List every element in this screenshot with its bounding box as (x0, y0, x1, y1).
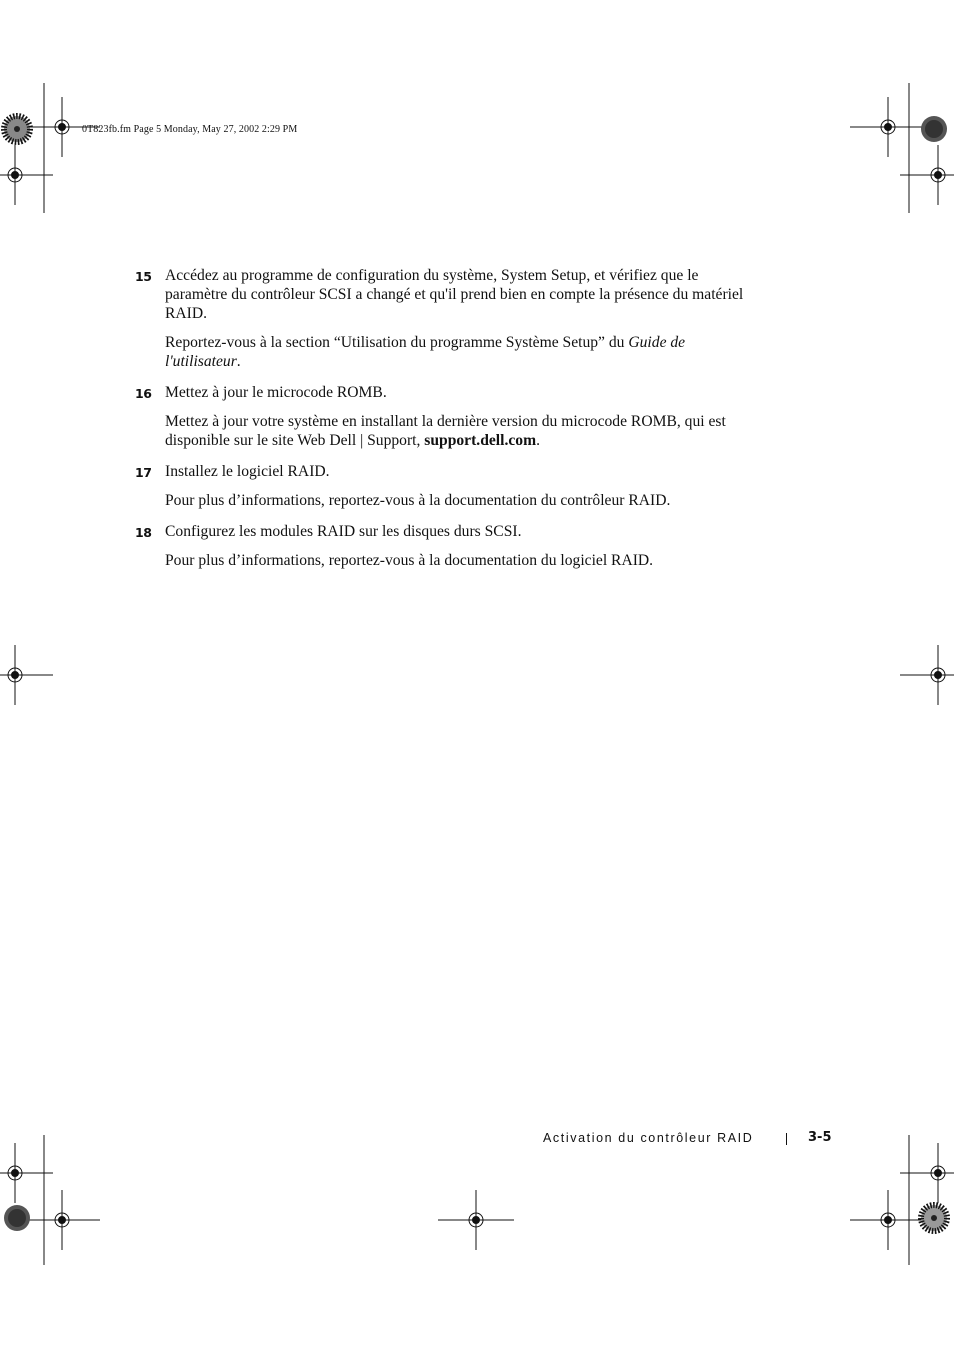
registration-mark-icon (0, 645, 53, 705)
footer-divider (786, 1133, 787, 1145)
registration-mark-icon (0, 145, 53, 205)
starburst-bottom-left-icon (4, 1205, 30, 1231)
step-item (135, 266, 745, 371)
step-text: Accédez au programme de configuration du système, System Setup, et vérifiez que le paramètre du contrôleur SCSI a changé et qu'il prend bien en compte la présence du matériel RAID. (165, 267, 744, 322)
step-item (135, 522, 745, 570)
registration-mark-icon (24, 1190, 100, 1250)
registration-mark-icon (900, 645, 954, 705)
step-item (135, 383, 745, 450)
step-text: Configurez les modules RAID sur les disques durs SCSI. (165, 523, 522, 540)
registration-mark-icon (0, 1143, 53, 1203)
support-link[interactable]: support.dell.com (424, 432, 537, 449)
starburst-top-left-icon (4, 116, 30, 142)
step-list (135, 266, 745, 570)
step-text: Mettez à jour le microcode ROMB. (165, 384, 387, 401)
registration-mark-icon (900, 145, 954, 205)
step-item (135, 462, 745, 510)
step-number: 15 (135, 269, 152, 284)
starburst-bottom-right-icon (921, 1205, 947, 1231)
registration-mark-icon (850, 1190, 926, 1250)
step-note: Mettez à jour votre système en installant la dernière version du microcode ROMB, qui est disponible sur le site Web Dell | Support, support.dell.com. (165, 413, 726, 449)
file-info-header: 0T823fb.fm Page 5 Monday, May 27, 2002 2:29 PM (82, 124, 298, 135)
guide-title: Guide de l'utilisateur (165, 334, 686, 370)
starburst-top-right-icon (921, 116, 947, 142)
step-number: 18 (135, 525, 152, 540)
step-number: 17 (135, 465, 152, 480)
step-text: Installez le logiciel RAID. (165, 463, 330, 480)
registration-mark-icon (438, 1190, 514, 1250)
registration-mark-icon (900, 1143, 954, 1203)
step-note: Reportez-vous à la section “Utilisation du programme Système Setup” du Guide de l'utilisateur. (165, 334, 686, 370)
step-note: Pour plus d’informations, reportez-vous à la documentation du contrôleur RAID. (165, 492, 671, 509)
step-note: Pour plus d’informations, reportez-vous à la documentation du logiciel RAID. (165, 552, 654, 569)
footer-chapter-title: Activation du contrôleur RAID (543, 1131, 754, 1145)
step-number: 16 (135, 386, 152, 401)
page-number: 3-5 (808, 1130, 832, 1145)
registration-mark-icon (850, 97, 926, 157)
